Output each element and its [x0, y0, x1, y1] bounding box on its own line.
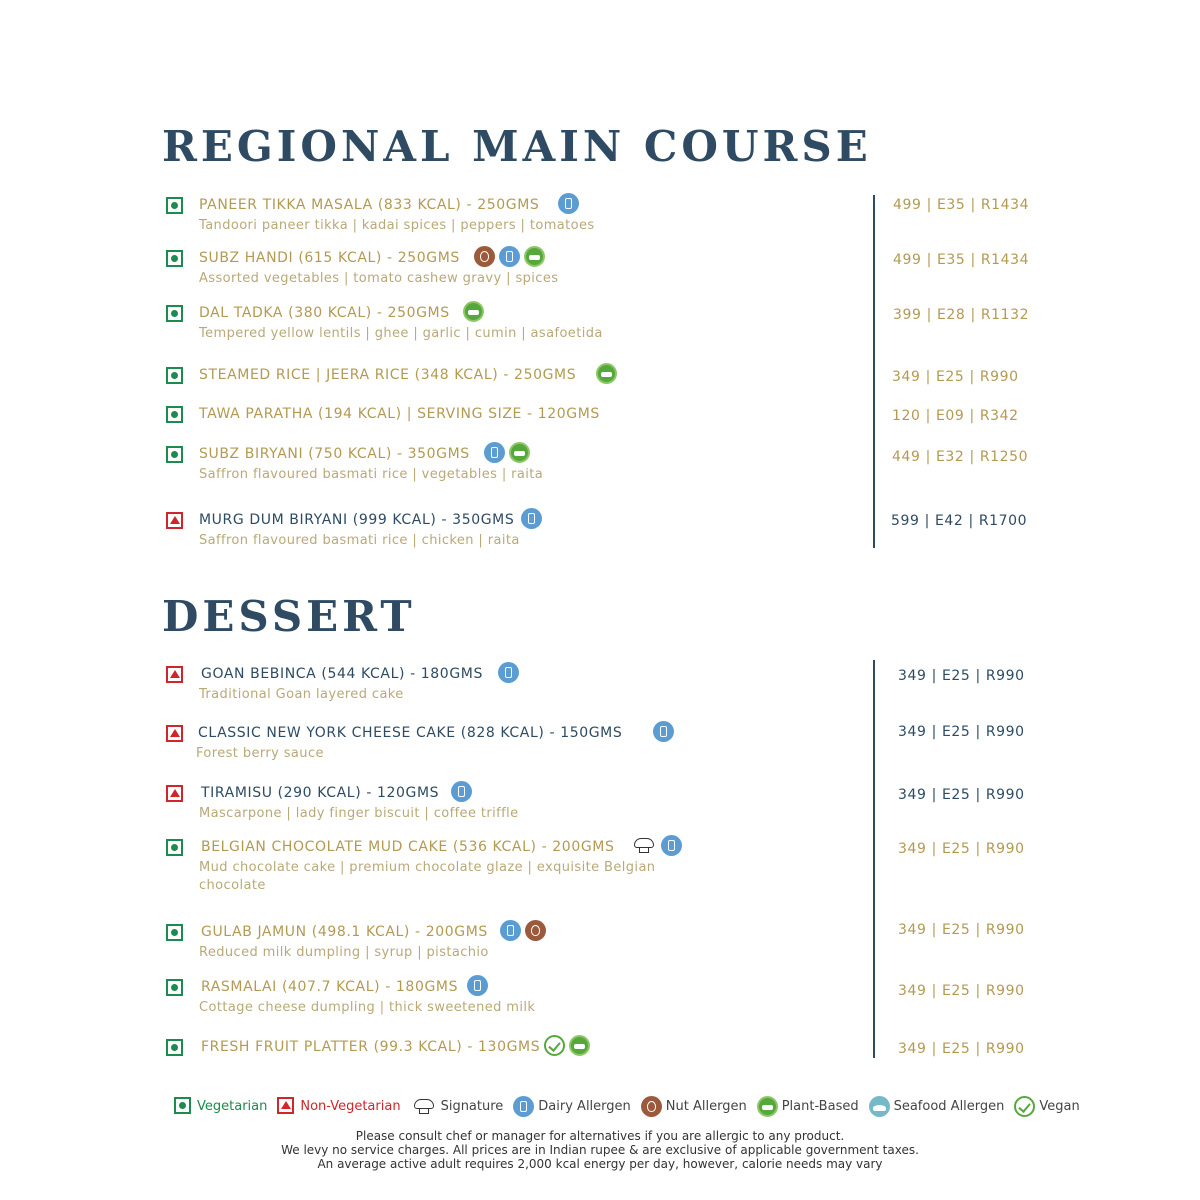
item-price: 349 | E25 | R990: [898, 724, 1025, 740]
non-vegetarian-icon: [166, 785, 183, 802]
legend-nut: [641, 1096, 747, 1117]
dessert-divider-line: [873, 660, 875, 1058]
item-name: SUBZ HANDI (615 KCAL) - 250GMS: [199, 250, 460, 266]
item-icons: [558, 193, 579, 214]
item-price: 449 | E32 | R1250: [892, 449, 1029, 465]
item-name: TAWA PARATHA (194 KCAL) | SERVING SIZE - 120GMS: [199, 406, 600, 422]
nut-icon: [525, 920, 546, 941]
footnote-charges: We levy no service charges. All prices are in Indian rupee & are exclusive of applicable government taxes.: [281, 1143, 919, 1157]
legend-dairy-label: Dairy Allergen: [538, 1099, 631, 1114]
item-price: 499 | E35 | R1434: [893, 197, 1030, 213]
item-price: 399 | E28 | R1132: [893, 307, 1030, 323]
item-name: PANEER TIKKA MASALA (833 KCAL) - 250GMS: [199, 197, 540, 213]
legend-vegan-label: Vegan: [1039, 1099, 1080, 1114]
item-name: RASMALAI (407.7 KCAL) - 180GMS: [201, 979, 459, 995]
legend-seafood-label: Seafood Allergen: [893, 1099, 1005, 1114]
non-vegetarian-icon: [166, 512, 183, 529]
dairy-icon: [521, 508, 542, 529]
item-price: 599 | E42 | R1700: [891, 513, 1028, 529]
vegetarian-icon: [166, 406, 183, 423]
legend-non-vegetarian: [277, 1097, 400, 1116]
legend-seafood: [869, 1096, 1005, 1117]
item-name: GULAB JAMUN (498.1 KCAL) - 200GMS: [201, 924, 488, 940]
legend-plant: [757, 1096, 859, 1117]
plant-based-icon: [596, 363, 617, 384]
vegetarian-icon: [166, 367, 183, 384]
item-description: Forest berry sauce: [196, 746, 324, 761]
nut-icon: [474, 246, 495, 267]
legend: [174, 1096, 1084, 1117]
item-description: Assorted vegetables | tomato cashew gravy | spices: [199, 271, 559, 286]
vegan-icon: [1014, 1096, 1035, 1117]
legend-vegetarian-label: Vegetarian: [197, 1099, 268, 1114]
footnote-allergy: Please consult chef or manager for alternatives if you are allergic to any product.: [355, 1129, 845, 1143]
item-price: 349 | E25 | R990: [898, 668, 1025, 684]
vegan-icon: [544, 1035, 565, 1056]
item-name: DAL TADKA (380 KCAL) - 250GMS: [199, 305, 450, 321]
item-icons: [631, 835, 682, 856]
item-icons: [653, 721, 674, 742]
item-name: STEAMED RICE | JEERA RICE (348 KCAL) - 250GMS: [199, 367, 577, 383]
non-vegetarian-icon: [166, 725, 183, 742]
item-icons: [451, 781, 472, 802]
item-price: 349 | E25 | R990: [898, 1041, 1025, 1057]
dairy-icon: [484, 442, 505, 463]
item-icons: [521, 508, 542, 529]
chef-hat-icon: [411, 1096, 437, 1117]
item-description: Cottage cheese dumpling | thick sweetened milk: [199, 1000, 536, 1015]
vegetarian-icon: [166, 305, 183, 322]
item-icons: [596, 363, 617, 384]
item-name: FRESH FRUIT PLATTER (99.3 KCAL) - 130GMS: [201, 1039, 541, 1055]
vegetarian-icon: [166, 446, 183, 463]
item-description: Traditional Goan layered cake: [199, 687, 404, 702]
plant-based-icon: [463, 301, 484, 322]
legend-signature-label: Signature: [440, 1099, 504, 1114]
item-name: MURG DUM BIRYANI (999 KCAL) - 350GMS: [199, 512, 515, 528]
vegetarian-icon: [166, 197, 183, 214]
item-price: 349 | E25 | R990: [898, 983, 1025, 999]
item-price: 349 | E25 | R990: [898, 841, 1025, 857]
vegetarian-icon: [166, 250, 183, 267]
dairy-icon: [498, 662, 519, 683]
vegetarian-icon: [166, 839, 183, 856]
item-price: 349 | E25 | R990: [892, 369, 1019, 385]
item-icons: [484, 442, 530, 463]
item-price: 349 | E25 | R990: [898, 787, 1025, 803]
dairy-icon: [653, 721, 674, 742]
dairy-icon: [467, 975, 488, 996]
footnote-calories: An average active adult requires 2,000 kcal energy per day, however, calorie needs may vary: [317, 1157, 883, 1171]
legend-dairy: [513, 1096, 630, 1117]
item-icons: [463, 301, 484, 322]
item-icons: [500, 920, 546, 941]
plant-based-icon: [757, 1096, 778, 1117]
chef-hat-icon: [631, 835, 657, 856]
dairy-icon: [451, 781, 472, 802]
legend-signature: [411, 1096, 504, 1117]
main-divider-line: [873, 195, 875, 548]
item-description: Tandoori paneer tikka | kadai spices | peppers | tomatoes: [199, 218, 595, 233]
item-name: SUBZ BIRYANI (750 KCAL) - 350GMS: [199, 446, 470, 462]
item-name: CLASSIC NEW YORK CHEESE CAKE (828 KCAL) - 150GMS: [198, 725, 623, 741]
item-icons: [544, 1035, 590, 1056]
item-description: Mascarpone | lady finger biscuit | coffee triffle: [199, 806, 519, 821]
item-icons: [474, 246, 545, 267]
vegetarian-icon: [166, 979, 183, 996]
dairy-icon: [499, 246, 520, 267]
dairy-icon: [558, 193, 579, 214]
nut-icon: [641, 1096, 662, 1117]
seafood-icon: [869, 1096, 890, 1117]
item-icons: [498, 662, 519, 683]
item-description: Mud chocolate cake | premium chocolate glaze | exquisite Belgian chocolate: [199, 860, 656, 893]
plant-based-icon: [569, 1035, 590, 1056]
non-vegetarian-icon: [166, 666, 183, 683]
item-icons: [467, 975, 488, 996]
item-description: Reduced milk dumpling | syrup | pistachio: [199, 945, 489, 960]
item-price: 499 | E35 | R1434: [893, 252, 1030, 268]
dairy-icon: [513, 1096, 534, 1117]
legend-vegetarian: [174, 1097, 267, 1116]
item-name: TIRAMISU (290 KCAL) - 120GMS: [201, 785, 440, 801]
item-name: GOAN BEBINCA (544 KCAL) - 180GMS: [201, 666, 483, 682]
vegetarian-icon: [174, 1097, 191, 1114]
item-name: BELGIAN CHOCOLATE MUD CAKE (536 KCAL) - 200GMS: [201, 839, 615, 855]
non-vegetarian-icon: [277, 1097, 294, 1114]
item-description: Saffron flavoured basmati rice | vegetables | raita: [199, 467, 544, 482]
legend-nut-label: Nut Allergen: [665, 1099, 747, 1114]
dairy-icon: [661, 835, 682, 856]
item-price: 120 | E09 | R342: [892, 408, 1019, 424]
item-description: Tempered yellow lentils | ghee | garlic | cumin | asafoetida: [199, 326, 603, 341]
vegetarian-icon: [166, 1039, 183, 1056]
item-description: Saffron flavoured basmati rice | chicken | raita: [199, 533, 520, 548]
dairy-icon: [500, 920, 521, 941]
plant-based-icon: [509, 442, 530, 463]
dessert-title: DESSERT: [162, 592, 416, 641]
legend-non-vegetarian-label: Non-Vegetarian: [300, 1099, 401, 1114]
legend-plant-label: Plant-Based: [781, 1099, 859, 1114]
legend-vegan: [1014, 1096, 1079, 1117]
vegetarian-icon: [166, 924, 183, 941]
item-price: 349 | E25 | R990: [898, 922, 1025, 938]
main-course-title: REGIONAL MAIN COURSE: [162, 122, 872, 171]
plant-based-icon: [524, 246, 545, 267]
